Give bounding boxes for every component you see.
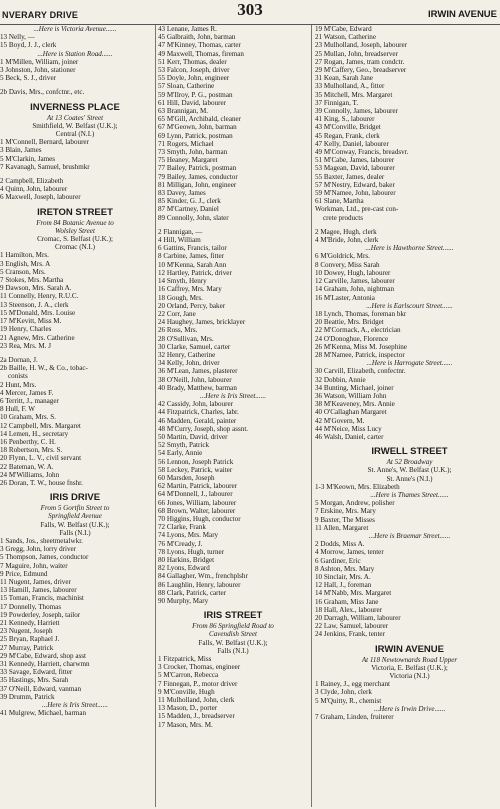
- directory-entry: 1 Sands, Jos., sheetmetalwkr.: [0, 536, 83, 545]
- street-heading: IRETON STREET: [37, 206, 113, 218]
- directory-entry: 2 Dodds, Miss A.: [315, 540, 365, 549]
- directory-entry: 79 Bailey, James, conductor: [158, 172, 238, 181]
- directory-entry: 34 Bunting, Michael, joiner: [315, 383, 394, 392]
- street-heading: IRWIN AVENUE: [375, 643, 444, 655]
- directory-entry: 3 Blain, James: [0, 146, 42, 155]
- directory-entry: 75 Heaney, Margaret: [158, 156, 218, 165]
- directory-entry: 13 Steenson, J. A., clerk: [0, 300, 69, 309]
- directory-entry: 28 M'Namee, Patrick, inspector: [315, 350, 405, 359]
- directory-entry: 14 Smyth, Henry: [158, 277, 207, 286]
- directory-entry: 3 Gregg, John, lorry driver: [0, 545, 77, 554]
- directory-entry: 89 Connolly, John, slater: [158, 213, 229, 222]
- directory-entry: 9 Dawson, Mrs. Sarah A.: [0, 284, 72, 293]
- directory-entry: 35 Mitchell, Mrs. Margaret: [315, 90, 393, 99]
- directory-entry: 59 M'Ilroy, P. G., postman: [158, 90, 233, 99]
- directory-entry: 41 Mulgrew, Michael, barman: [0, 709, 87, 718]
- directory-entry: 40 O'Callaghan Margaret: [315, 408, 387, 417]
- directory-entry: 47 M'Kinney, Thomas, carter: [158, 41, 241, 50]
- directory-entry: 24 M'Williams, John: [0, 470, 60, 479]
- directory-entry: 15 Toman, Francis, machinist: [0, 594, 84, 603]
- directory-entry: 22 M'Cormack, A., electrician: [315, 326, 401, 335]
- directory-entry: 5 Cranson, Mrs.: [0, 267, 46, 276]
- directory-entry: 22 Law, Samuel, labourer: [315, 622, 389, 631]
- directory-entry: 17 M'Kevitt, Miss M.: [0, 317, 62, 326]
- running-head-right: IRWIN AVENUE: [428, 9, 497, 20]
- directory-entry: 19 M'Cabe, Edward: [315, 25, 372, 33]
- directory-entry: 28 O'Sullivan, Mrs.: [158, 334, 214, 343]
- directory-entry: 57 Sloan, Catherine: [158, 82, 215, 91]
- directory-entry: 68 Brown, Walter, labourer: [158, 506, 236, 515]
- district-line: Falls, W. Belfast (U.K.);: [198, 638, 268, 647]
- directory-entry: 4 Morrow, James, tenter: [315, 548, 384, 557]
- directory-entry: 88 Clark, Patrick, carter: [158, 588, 226, 597]
- page-header: [0, 0, 500, 25]
- directory-entry: 44 M'Neice, Miss Lucy: [315, 424, 382, 433]
- directory-entry: 38 O'Neill, John, labourer: [158, 375, 232, 384]
- directory-entry: 50 Martin, David, driver: [158, 432, 228, 441]
- directory-entry: 59 M'Namee, John, labourer: [315, 189, 396, 198]
- directory-entry: 13 Nelly, —: [0, 33, 35, 42]
- directory-entry: 5 M'Quitty, R., chemist: [315, 696, 382, 705]
- directory-entry: 5 Beck, S. J., driver: [0, 74, 56, 83]
- cross-street-note: ...Here is Victoria Avenue......: [33, 25, 117, 33]
- directory-entry: 25 Bryan, Raphael J.: [0, 635, 60, 644]
- directory-entry: 12 Hall, J., foreman: [315, 581, 372, 590]
- directory-entry: 39 Drumm, Patrick: [0, 692, 55, 701]
- directory-entry: 20 Orland, Percy, baker: [158, 301, 226, 310]
- directory-entry: 62 Martin, Patrick, labourer: [158, 482, 237, 491]
- directory-entry: 8 Carbine, James, fitter: [158, 252, 224, 261]
- directory-entry: 19 Powderley, Joseph, tailor: [0, 610, 81, 619]
- directory-entry: 20 Flynn, L. V., civil servant: [0, 454, 82, 463]
- directory-entry: 31 Kennedy, Harriett, charwmn: [0, 660, 90, 669]
- directory-entry: 12 Carville, James, labourer: [315, 277, 395, 286]
- directory-entry: 41 King, S., labourer: [315, 115, 375, 124]
- directory-entry: 73 Smyth, John, barman: [158, 148, 228, 157]
- directory-entry: 15 Madden, J., breadserver: [158, 712, 235, 721]
- directory-entry: 11 Mulholland, John, clerk: [158, 696, 235, 705]
- directory-entry: 22 Corr, Jane: [158, 309, 196, 318]
- directory-entry: 29 M'Caffery, Geo., breadserver: [315, 66, 407, 75]
- directory-entry: 2a Dornan, J.: [0, 355, 38, 364]
- directory-entry: 7 Stokes, Mrs. Martha: [0, 276, 64, 285]
- directory-entry: 2 Flannigan, —: [158, 227, 203, 236]
- directory-entry: 11 Connelly, Henry, R.U.C.: [0, 292, 79, 301]
- directory-entry: 36 M'Lean, James, plasterer: [158, 367, 238, 376]
- directory-entry: 1 M'Connell, Bernard, labourer: [0, 138, 89, 147]
- cross-street-note: Cavendish Street: [208, 630, 257, 639]
- district-line: Falls (N.I.): [59, 528, 91, 537]
- directory-entry: 71 Rogers, Michael: [158, 139, 214, 148]
- directory-entry: 18 Hall, Alex., labourer: [315, 605, 382, 614]
- district-line: Cromac, S. Belfast (U.K.);: [37, 235, 113, 244]
- directory-entry: 76 M'Cready, J.: [158, 539, 203, 548]
- directory-entry: 63 Brannigan, M.: [158, 107, 209, 116]
- directory-entry: 25 Mullan, John, breadserver: [315, 49, 398, 58]
- directory-entry: 44 Fitzpatrick, Charles, labr.: [158, 408, 239, 417]
- cross-street-note: From 86 Springfield Road to: [192, 622, 274, 631]
- district-line: Smithfield, W. Belfast (U.K.);: [32, 121, 118, 130]
- directory-entry: Workman, Ltd., pre-cast con-: [315, 205, 399, 214]
- directory-entry: 46 Walsh, Daniel, carter: [315, 432, 384, 441]
- directory-entry: 3 Clyde, John, clerk: [315, 688, 372, 697]
- directory-entry: 45 Galbraith, John, barman: [158, 33, 236, 42]
- directory-entry: 3 Crocker, Thomas, engineer: [158, 663, 241, 672]
- directory-entry: 18 Lynch, Thomas, foreman bkr: [315, 309, 407, 318]
- directory-entry: 52 Smyth, Patrick: [158, 441, 210, 450]
- directory-entry: 49 Maxwell, Thomas, fireman: [158, 49, 244, 58]
- entry-continuation: conists: [8, 372, 28, 381]
- cross-street-note: Springfield Avenue: [48, 512, 102, 521]
- directory-entry: 83 Davey, James: [158, 189, 206, 198]
- directory-entry: 24 Haughey, James, bricklayer: [158, 318, 246, 327]
- directory-entry: 85 Kinder, G. J., clerk: [158, 197, 221, 206]
- directory-entry: 6 M'Goldrick, Mrs.: [315, 252, 370, 261]
- directory-entry: 13 Mason, D., porter: [158, 704, 218, 713]
- cross-street-note: At 13 Coates' Street: [46, 113, 104, 122]
- directory-entry: 16 Caffrey, Mrs. Mary: [158, 285, 222, 294]
- directory-entry: 7 Maguire, John, waiter: [0, 561, 68, 570]
- directory-entry: 77 Bailey, Patrick, postman: [158, 164, 237, 173]
- directory-entry: 46 Madden, Gerald, painter: [158, 416, 237, 425]
- directory-entry: 38 M'Keaveney, Mrs. Annie: [315, 400, 395, 409]
- directory-entry: 30 Clarke, Samuel, carter: [158, 342, 231, 351]
- directory-entry: 27 Rogan, James, tram condctr.: [315, 57, 405, 66]
- directory-entry: 87 M'Cartney, Daniel: [158, 205, 219, 214]
- directory-entry: 10 Dowey, Hugh, labourer: [315, 268, 391, 277]
- directory-entry: 49 M'Conway, Francis, breadsvr.: [315, 148, 409, 157]
- directory-entry: 37 Finnigan, T.: [315, 98, 359, 107]
- cross-street-note: ...Here is Thames Street......: [370, 490, 449, 499]
- directory-entry: 5 Morgan, Andrew, polisher: [315, 499, 395, 508]
- cross-street-note: From 5 Gortfin Street to: [40, 504, 110, 513]
- directory-entry: 16 Penberthy, C. H.: [0, 437, 56, 446]
- directory-entry: 22 Bateman, W. A.: [0, 462, 54, 471]
- directory-entry: 70 Higgins, Hugh, conductor: [158, 514, 241, 523]
- district-line: Falls, W. Belfast (U.K.);: [40, 520, 110, 529]
- directory-entry: 4 Mercer, James F.: [0, 388, 54, 397]
- directory-entry: 2 Hunt, Mrs.: [0, 380, 37, 389]
- directory-entry: 26 Doran, T. W., house fnshr.: [0, 478, 83, 487]
- directory-entry: 9 Price, Edmund: [0, 569, 48, 578]
- directory-entry: 32 Henry, Catherine: [158, 350, 216, 359]
- directory-entry: 5 Thompson, James, conductor: [0, 553, 89, 562]
- district-line: St. Anne's (N.I.): [386, 474, 433, 483]
- directory-entry: 34 Kelly, John, driver: [158, 359, 220, 368]
- directory-entry: 57 M'Nestry, Edward, baker: [315, 180, 395, 189]
- directory-entry: 90 Murphy, Mary: [158, 597, 209, 606]
- directory-entry: 14 Lemen, H., secretary: [0, 429, 69, 438]
- directory-entry: 69 Lynn, Patrick, postman: [158, 131, 233, 140]
- directory-entry: 3 English, Mrs. A: [0, 259, 51, 268]
- cross-street-note: ...Here is Iris Street......: [199, 391, 267, 400]
- directory-entry: 51 Kerr, Thomas, dealer: [158, 57, 227, 66]
- directory-entry: 8 Ashton, Mrs. Mary: [315, 564, 375, 573]
- directory-entry: 54 Early, Annie: [158, 449, 203, 458]
- directory-entry: 45 Regan, Frank, clerk: [315, 131, 380, 140]
- directory-entry: 7 Erskine, Mrs. Mary: [315, 507, 376, 516]
- directory-entry: 21 Kennedy, Harriett: [0, 619, 60, 627]
- directory-entry: 20 Beattie, Mrs. Bridget: [315, 318, 384, 327]
- directory-entry: 80 Harkins, Bridget: [158, 556, 215, 564]
- cross-street-note: At 52 Broadway: [386, 458, 433, 467]
- directory-entry: 40 Brady, Matthew, barman: [158, 383, 237, 392]
- directory-entry: 17 Donnelly, Thomas: [0, 602, 62, 611]
- directory-entry: 10 Sinclair, Mrs. A.: [315, 573, 371, 581]
- district-line: Falls (N.I.): [217, 646, 249, 655]
- directory-entry: 27 Murray, Patrick: [0, 643, 54, 652]
- directory-entry: 1 Hamilton, Mrs.: [0, 251, 49, 260]
- directory-entry: 78 Lyons, Hugh, turner: [158, 547, 225, 556]
- directory-entry: 23 Nugent, Joseph: [0, 627, 53, 636]
- directory-entry: 36 Watson, William John: [315, 391, 387, 400]
- directory-entry: 17 Mason, Mrs. M.: [158, 720, 213, 729]
- directory-entry: 84 Gallagher, Wm., frenchplshr: [158, 572, 248, 581]
- directory-entry: 4 Hill, William: [158, 236, 201, 245]
- directory-entry: 9 M'Conville, Hugh: [158, 687, 215, 696]
- directory-entry: 65 M'Gill, Archibald, cleaner: [158, 115, 242, 124]
- directory-entry: 35 Hastings, Mrs. Sarah: [0, 676, 69, 685]
- directory-entry: 60 Marsden, Joseph: [158, 473, 215, 482]
- directory-entry: 6 Territt, J., manager: [0, 396, 59, 405]
- column-3: [311, 25, 500, 807]
- cross-street-note: Wolsley Street: [55, 226, 95, 235]
- directory-entry: 30 Carvill, Elizabeth, confectnr.: [315, 367, 406, 376]
- directory-entry: 82 Lyons, Edward: [158, 564, 210, 573]
- directory-entry: 10 Graham, Mrs. S.: [0, 413, 56, 422]
- directory-entry: 12 Campbell, Mrs. Margaret: [0, 421, 81, 430]
- directory-entry: 5 M'Carron, Rebecca: [158, 671, 219, 680]
- directory-entry: 9 Baxter, The Misses: [315, 515, 375, 524]
- directory-entry: 4 Quinn, John, labourer: [0, 185, 68, 194]
- street-heading: IRIS DRIVE: [49, 492, 101, 504]
- directory-entry: 10 M'Kenna, Sarah Ann: [158, 260, 227, 269]
- directory-entry: 47 Kelly, Daniel, labourer: [315, 139, 389, 148]
- directory-entry: 2 Campbell, Elizabeth: [0, 177, 64, 186]
- directory-entry: 81 Milligan, John, engineer: [158, 180, 237, 189]
- column-2: [155, 25, 308, 807]
- directory-entry: 16 Graham, Miss Jane: [315, 597, 379, 606]
- directory-entry: 56 Lennon, Joseph Patrick: [158, 457, 234, 466]
- district-line: Victoria, E. Belfast (U.K.);: [371, 663, 448, 672]
- cross-street-note: ...Here is Braemar Street......: [368, 531, 451, 540]
- directory-entry: 19 Henry, Charles: [0, 325, 52, 334]
- directory-entry: 33 Savage, Edward, fitter: [0, 668, 73, 677]
- cross-street-note: ...Here is Hawthorne Street......: [365, 244, 454, 253]
- directory-entry: 72 Clarke, Frank: [158, 523, 206, 532]
- cross-street-note: ...Here is Earlscourt Street......: [366, 301, 453, 310]
- directory-entry: 13 Hamill, James, labourer: [0, 586, 77, 595]
- district-line: Victoria (N.I.): [389, 672, 430, 681]
- directory-entry: 5 M'Clarkin, James: [0, 154, 56, 163]
- directory-entry: 55 Baxter, James, dealer: [315, 172, 385, 181]
- directory-entry: 8 Convery, Miss Sarah: [315, 260, 380, 269]
- directory-entry: 6 Gardiner, Eric: [315, 556, 361, 565]
- district-line: Central (N.I.): [55, 130, 95, 139]
- directory-entry: 7 Kavanagh, Samuel, brushmkr: [0, 162, 90, 171]
- street-heading: IRWELL STREET: [371, 446, 448, 458]
- directory-entry: 18 Robertson, Mrs. S.: [0, 446, 63, 455]
- directory-entry: 14 Graham, John, nightman: [315, 285, 395, 294]
- cross-street-note: From 84 Botanic Avenue to: [36, 218, 114, 227]
- entry-continuation: crete products: [323, 213, 363, 222]
- directory-entry: 1 Rainey, J., egg merchant: [315, 680, 390, 689]
- directory-entry: 6 Maxwell, Joseph, labourer: [0, 193, 81, 202]
- directory-entry: 1 Fitzpatrick, Miss: [158, 655, 212, 664]
- directory-entry: 24 Jenkins, Frank, tenter: [315, 630, 385, 639]
- directory-entry: 11 Allen, Margaret: [315, 523, 369, 532]
- directory-entry: 31 Kean, Sarah Jane: [315, 74, 373, 83]
- directory-entry: 67 M'Geown, John, barman: [158, 123, 237, 132]
- directory-entry: 33 Mulholland, A., fitter: [315, 82, 385, 91]
- directory-entry: 7 Finnegan, P., motor driver: [158, 679, 238, 688]
- directory-entry: 74 Lyons, Mrs. Mary: [158, 531, 219, 540]
- directory-entry: 4 M'Bride, John, clerk: [315, 236, 379, 245]
- directory-entry: 37 O'Neill, Edward, vanman: [0, 684, 82, 693]
- directory-entry: 53 Magean, David, labourer: [315, 164, 395, 173]
- cross-street-note: ...Here is Station Road......: [37, 49, 113, 58]
- directory-entry: 32 Dobbin, Annie: [315, 375, 366, 384]
- directory-entry: 18 Gough, Mrs.: [158, 293, 203, 302]
- directory-entry: 53 Falcon, Joseph, driver: [158, 66, 230, 75]
- directory-entry: 15 M'Donald, Mrs. Louise: [0, 308, 76, 317]
- directory-entry: 12 Hartley, Patrick, driver: [158, 268, 232, 277]
- directory-entry: 61 Hill, David, labourer: [158, 98, 226, 107]
- directory-entry: 23 Rea, Mrs. M. J: [0, 341, 52, 350]
- directory-entry: 58 Leckey, Patrick, waiter: [158, 465, 233, 474]
- directory-entry: 86 Laughlin, Henry, labourer: [158, 580, 241, 589]
- directory-entry: 43 Lenane, James R.: [158, 25, 217, 33]
- directory-entry: 21 Watson, Catherine: [315, 33, 376, 42]
- column-1: [0, 25, 150, 807]
- directory-entry: 11 Nugent, James, driver: [0, 577, 71, 586]
- street-heading: INVERNESS PLACE: [30, 101, 120, 113]
- district-line: Cromac (N.I.): [55, 243, 95, 252]
- directory-entry: 42 M'Govern, M.: [315, 416, 365, 425]
- directory-entry: 2b Davis, Mrs., confctnr., etc.: [0, 88, 85, 97]
- directory-entry: 24 O'Donoghue, Florence: [315, 334, 389, 343]
- directory-entry: 39 Connolly, James, labourer: [315, 107, 398, 116]
- directory-entry: 23 Mulholland, Joseph, labourer: [315, 41, 408, 50]
- directory-entry: 14 M'Nabb, Mrs. Margaret: [315, 589, 392, 598]
- page-number: 303: [237, 0, 263, 19]
- cross-street-note: ...Here is Harrogate Street......: [366, 359, 453, 368]
- directory-entry: 3 Johnston, John, stationer: [0, 66, 76, 75]
- directory-entry: 2b Baille, H. W., & Co., tobac-: [0, 364, 88, 373]
- directory-entry: 66 Jones, William, labourer: [158, 498, 237, 507]
- directory-entry: 51 M'Cabe, James, labourer: [315, 156, 395, 165]
- directory-entry: 48 M'Curry, Joseph, shop assnt.: [158, 424, 249, 433]
- directory-entry: 21 Agnew, Mrs. Catherine: [0, 333, 75, 342]
- running-head-left: NVERARY DRIVE: [2, 10, 79, 20]
- directory-entry: 20 Darragh, William, labourer: [315, 614, 401, 623]
- directory-entry: 26 Ross, Mrs.: [158, 326, 198, 335]
- cross-street-note: ...Here is Irwin Drive......: [373, 704, 446, 713]
- directory-entry: 29 M'Cabe, Edward, shop asst: [0, 651, 86, 660]
- directory-entry: 1-3 M'Keown, Mrs. Elizabeth: [315, 482, 400, 491]
- directory-entry: 1 M'Millen, William, joiner: [0, 57, 79, 66]
- directory-entry: 15 Boyd, J. J., clerk: [0, 41, 57, 50]
- street-heading: IRIS STREET: [203, 610, 263, 622]
- directory-entry: 61 Slane, Martha: [315, 197, 364, 206]
- district-line: St. Anne's, W. Belfast (U.K.);: [367, 466, 452, 475]
- directory-entry: 7 Graham, Linden, fruiterer: [315, 713, 394, 722]
- directory-entry: 42 Cassidy, John, labourer: [158, 400, 234, 409]
- cross-street-note: ...Here is Iris Street......: [41, 701, 109, 710]
- directory-entry: 2 Magee, Hugh, clerk: [315, 227, 377, 236]
- directory-entry: 8 Hull, F. W: [0, 405, 35, 414]
- directory-entry: 16 M'Laster, Antonia: [315, 293, 375, 302]
- directory-entry: 64 M'Donnell, J., labourer: [158, 490, 233, 499]
- directory-entry: 6 Gattins, Francis, tailor: [158, 244, 227, 253]
- directory-entry: 43 M'Conville, Bridget: [315, 123, 381, 132]
- directory-entry: 55 Doyle, John, engineer: [158, 74, 230, 83]
- directory-entry: 26 M'Kenna, Miss M. Josephine: [315, 342, 407, 351]
- cross-street-note: At 118 Newtownards Road Upper: [361, 655, 458, 664]
